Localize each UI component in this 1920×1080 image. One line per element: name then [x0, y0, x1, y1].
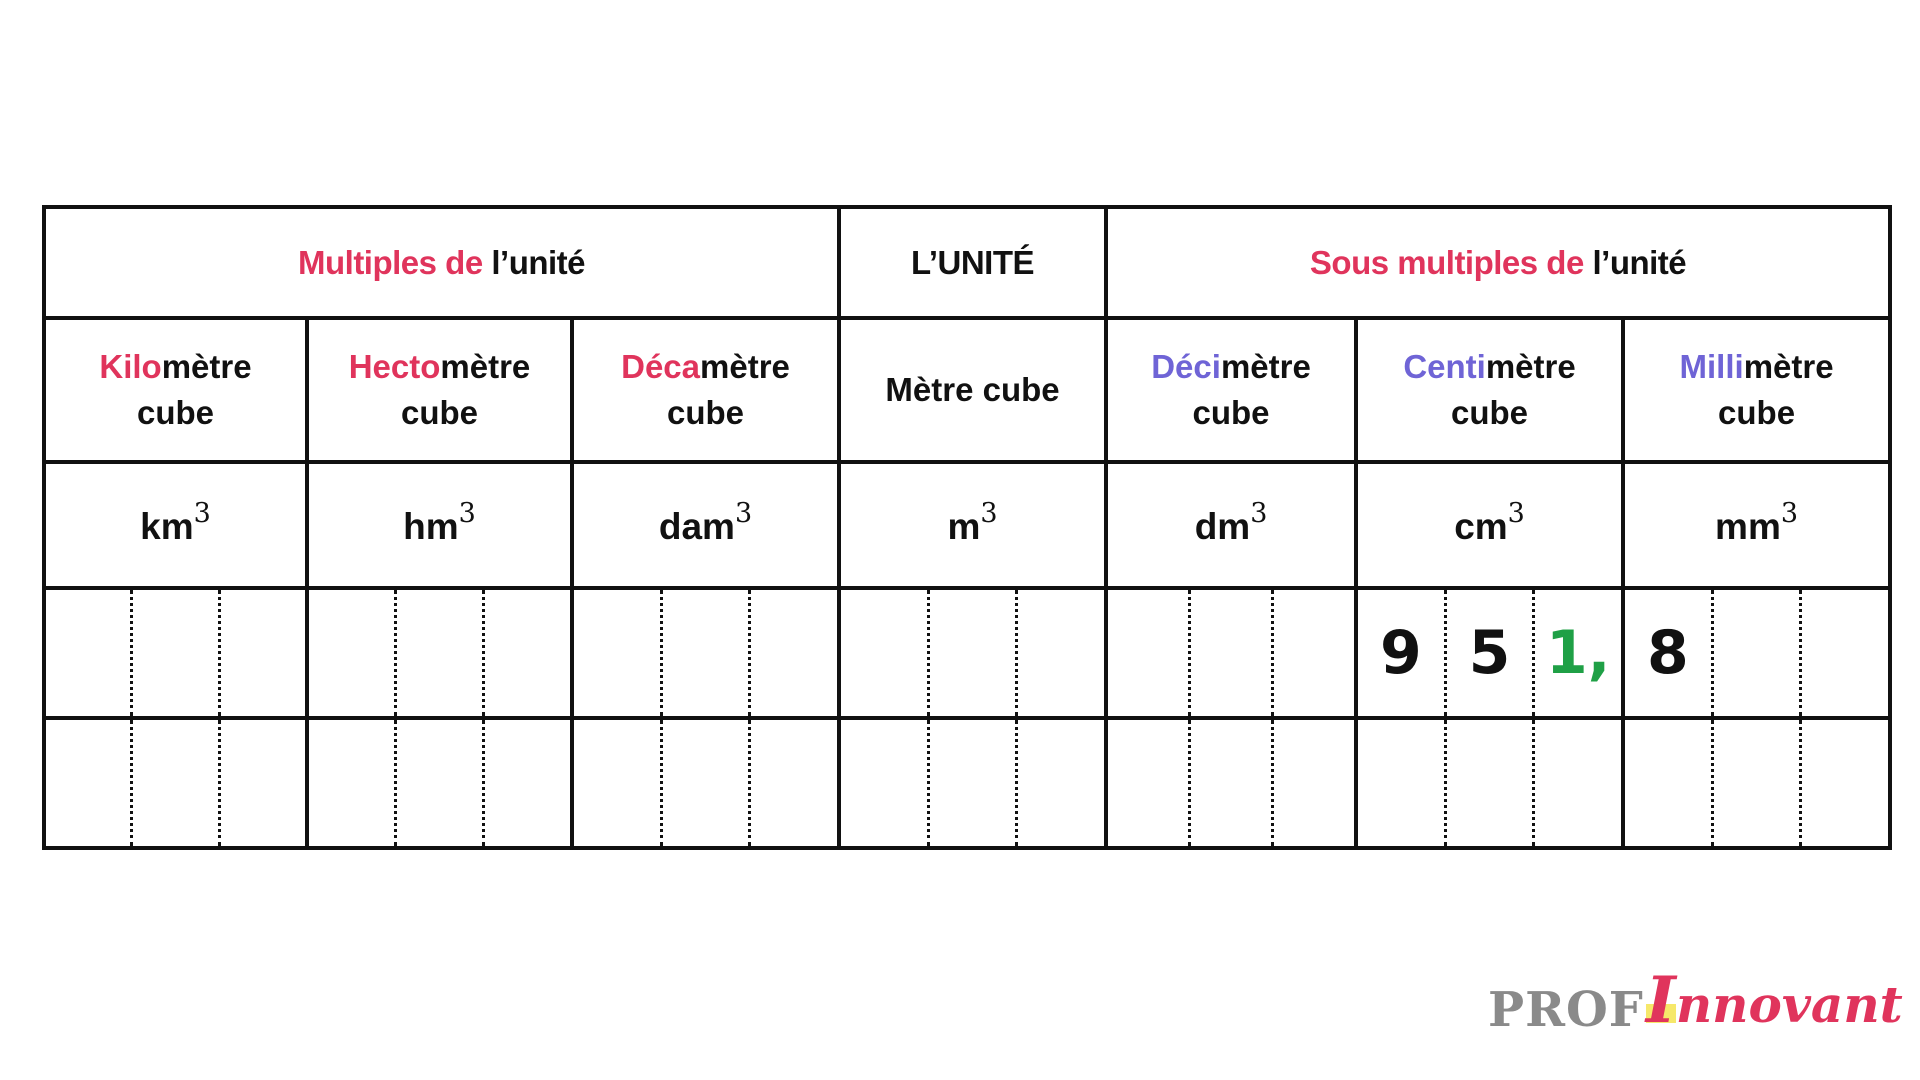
empty-slot-m-1	[927, 720, 1016, 846]
empty-slot-cm-1	[1444, 720, 1533, 846]
digit-slots-dam	[574, 590, 837, 716]
multiples-header-suffix: l’unité	[482, 243, 586, 281]
unit-abbr-dm	[1194, 497, 1268, 548]
unit-exponent-dam: 3	[734, 497, 753, 529]
unit-name-line1-dam	[574, 344, 837, 390]
digit-slots-cm	[1358, 590, 1621, 716]
unit-exponent-hm: 3	[458, 497, 476, 529]
unit-name-line1-dm	[1108, 344, 1354, 390]
digit-slots-hm	[309, 590, 570, 716]
empty-slots-m	[841, 720, 1104, 846]
unit-abbr-hm	[403, 497, 476, 548]
unit-header	[839, 207, 1106, 318]
empty-slot-dam-1	[660, 720, 749, 846]
empty-slot-m-0	[841, 720, 927, 846]
unit-name-cell-dm	[1106, 318, 1356, 462]
unit-name-hm	[309, 344, 570, 436]
unit-abbr-cell-dm	[1106, 462, 1356, 588]
logo-rest: nnovant	[1675, 975, 1903, 1034]
unit-abbr-cell-cm	[1356, 462, 1623, 588]
unit-abbr-cell-dam	[572, 462, 839, 588]
empty-cell-m	[839, 718, 1106, 848]
logo-innovant-text	[1646, 963, 1903, 1038]
unit-prefix-mm: Milli	[1679, 348, 1744, 385]
digit-slot-dam-0	[574, 590, 660, 716]
unit-stem-dam: mètre	[700, 348, 790, 385]
digit-slot-km-2	[218, 590, 305, 716]
unit-abbr-m	[947, 497, 998, 548]
empty-slots-km	[46, 720, 305, 846]
profinnovant-logo	[1488, 963, 1903, 1038]
empty-slots-mm	[1625, 720, 1888, 846]
digit-cell-cm	[1356, 588, 1623, 718]
unit-abbr-dam	[658, 497, 753, 548]
unit-name-dm	[1108, 344, 1354, 436]
unit-name-line1-km	[46, 344, 305, 390]
unit-name-line2-mm: cube	[1718, 394, 1796, 431]
unit-name-km	[46, 344, 305, 436]
unit-header-label: L’UNITÉ	[911, 243, 1035, 281]
digit-slots-km	[46, 590, 305, 716]
unit-exponent-m: 3	[980, 497, 998, 529]
digit-cell-hm	[307, 588, 572, 718]
empty-slot-dam-2	[748, 720, 837, 846]
unit-name-cell-km	[44, 318, 307, 462]
digit-cell-dam	[572, 588, 839, 718]
submultiples-header-colored: Sous multiples de	[1309, 243, 1584, 281]
unit-symbol-mm: mm	[1715, 506, 1781, 548]
unit-abbr-cell-km	[44, 462, 307, 588]
empty-cell-dam	[572, 718, 839, 848]
unit-abbr-cell-m	[839, 462, 1106, 588]
empty-slots-cm	[1358, 720, 1621, 846]
unit-name-dam	[574, 344, 837, 436]
empty-slot-hm-0	[309, 720, 394, 846]
digit-slot-m-1	[927, 590, 1016, 716]
unit-names-row	[44, 318, 1890, 462]
empty-slot-cm-2	[1532, 720, 1621, 846]
unit-name-line2-km: cube	[136, 394, 215, 431]
unit-name-line1-mm	[1625, 344, 1888, 390]
digit-cell-m	[839, 588, 1106, 718]
unit-name-mm	[1625, 344, 1888, 436]
unit-symbol-hm: hm	[403, 506, 459, 548]
unit-name-cell-mm	[1623, 318, 1890, 462]
unit-prefix-cm: Centi	[1403, 348, 1486, 385]
empty-slot-hm-1	[394, 720, 482, 846]
empty-cell-mm	[1623, 718, 1890, 848]
digit-cell-dm	[1106, 588, 1356, 718]
empty-slot-mm-2	[1799, 720, 1888, 846]
digit-slot-mm-0: 8	[1646, 618, 1689, 688]
digit-slot-dm-0	[1108, 590, 1188, 716]
unit-name-line2-dam: cube	[667, 394, 745, 431]
empty-slot-mm-1	[1711, 720, 1800, 846]
empty-slots-dam	[574, 720, 837, 846]
empty-slot-km-0	[46, 720, 130, 846]
digit-slots-mm	[1625, 590, 1888, 716]
digit-slot-dm-2	[1271, 590, 1354, 716]
empty-cell-km	[44, 718, 307, 848]
digit-slot-km-1	[130, 590, 217, 716]
conversion-table	[42, 205, 1892, 850]
unit-name-line1-hm	[309, 344, 570, 390]
submultiples-header	[1106, 207, 1890, 318]
unit-name-cell-hm	[307, 318, 572, 462]
empty-cell-hm	[307, 718, 572, 848]
unit-exponent-cm: 3	[1507, 497, 1525, 529]
unit-stem-km: mètre	[161, 348, 252, 385]
empty-slot-cm-0	[1358, 720, 1444, 846]
unit-prefix-km: Kilo	[99, 348, 162, 385]
empty-slot-dm-2	[1271, 720, 1354, 846]
unit-abbr-cell-mm	[1623, 462, 1890, 588]
unit-abbr-cell-hm	[307, 462, 572, 588]
unit-symbol-km: km	[140, 506, 194, 548]
empty-row	[44, 718, 1890, 848]
digit-slot-mm-1	[1711, 590, 1800, 716]
unit-symbol-dam: dam	[658, 506, 735, 548]
unit-abbr-cm	[1454, 497, 1525, 548]
unit-symbol-m: m	[947, 506, 981, 548]
unit-abbr-mm	[1715, 497, 1799, 548]
digit-slot-m-0	[841, 590, 927, 716]
digit-slots-dm	[1108, 590, 1354, 716]
multiples-header-colored: Multiples de	[298, 243, 483, 281]
unit-name-cell-cm	[1356, 318, 1623, 462]
digit-slot-cm-1: 5	[1444, 590, 1533, 716]
empty-slots-hm	[309, 720, 570, 846]
empty-slot-mm-0	[1625, 720, 1711, 846]
digit-slot-dm-1	[1188, 590, 1271, 716]
submultiples-header-suffix: l’unité	[1583, 243, 1687, 281]
digit-slot-km-0	[46, 590, 130, 716]
empty-slot-dm-1	[1188, 720, 1271, 846]
empty-cell-cm	[1356, 718, 1623, 848]
digit-slots-m	[841, 590, 1104, 716]
unit-symbol-cm: cm	[1454, 506, 1508, 548]
digit-slot-hm-0	[309, 590, 394, 716]
empty-slot-km-1	[130, 720, 217, 846]
unit-prefix-dam: Déca	[621, 348, 701, 385]
group-header-row	[44, 207, 1890, 318]
unit-stem-hm: mètre	[440, 348, 531, 385]
unit-exponent-dm: 3	[1250, 497, 1268, 529]
digits-row	[44, 588, 1890, 718]
empty-slot-m-2	[1015, 720, 1104, 846]
unit-name-line1-m	[841, 367, 1104, 413]
digit-slot-hm-1	[394, 590, 482, 716]
empty-slot-km-2	[218, 720, 305, 846]
unit-stem-dm: mètre	[1220, 348, 1311, 385]
unit-stem-cm: mètre	[1485, 348, 1576, 385]
unit-abbr-km	[140, 497, 211, 548]
unit-name-cell-dam	[572, 318, 839, 462]
digit-slot-hm-2	[482, 590, 570, 716]
unit-name-line2-dm: cube	[1192, 394, 1270, 431]
unit-abbreviations-row	[44, 462, 1890, 588]
unit-symbol-dm: dm	[1194, 506, 1251, 548]
unit-prefix-dm: Déci	[1151, 348, 1221, 385]
digit-cell-km	[44, 588, 307, 718]
logo-big-i: I	[1645, 963, 1676, 1038]
unit-stem-mm: mètre	[1743, 348, 1834, 385]
empty-slots-dm	[1108, 720, 1354, 846]
empty-slot-dam-0	[574, 720, 660, 846]
unit-name-cell-m	[839, 318, 1106, 462]
digit-slot-m-2	[1015, 590, 1104, 716]
unit-name-line1-cm	[1358, 344, 1621, 390]
multiples-header	[44, 207, 839, 318]
unit-exponent-km: 3	[193, 497, 211, 529]
digit-slot-cm-2: 1,	[1532, 590, 1621, 716]
logo-prof-text: PROF	[1488, 982, 1644, 1038]
unit-name-line2-cm: cube	[1451, 394, 1529, 431]
unit-name-line2-hm: cube	[400, 394, 479, 431]
unit-exponent-mm: 3	[1780, 497, 1799, 529]
digit-slot-cm-0: 9	[1379, 618, 1422, 688]
unit-prefix-hm: Hecto	[348, 348, 441, 385]
empty-slot-dm-0	[1108, 720, 1188, 846]
digit-slot-dam-2	[748, 590, 837, 716]
digit-cell-mm	[1623, 588, 1890, 718]
unit-name-m	[841, 367, 1104, 413]
empty-cell-dm	[1106, 718, 1356, 848]
empty-slot-hm-2	[482, 720, 570, 846]
digit-slot-dam-1	[660, 590, 749, 716]
unit-stem-m: Mètre cube	[885, 371, 1060, 408]
unit-name-cm	[1358, 344, 1621, 436]
digit-slot-mm-2	[1799, 590, 1888, 716]
